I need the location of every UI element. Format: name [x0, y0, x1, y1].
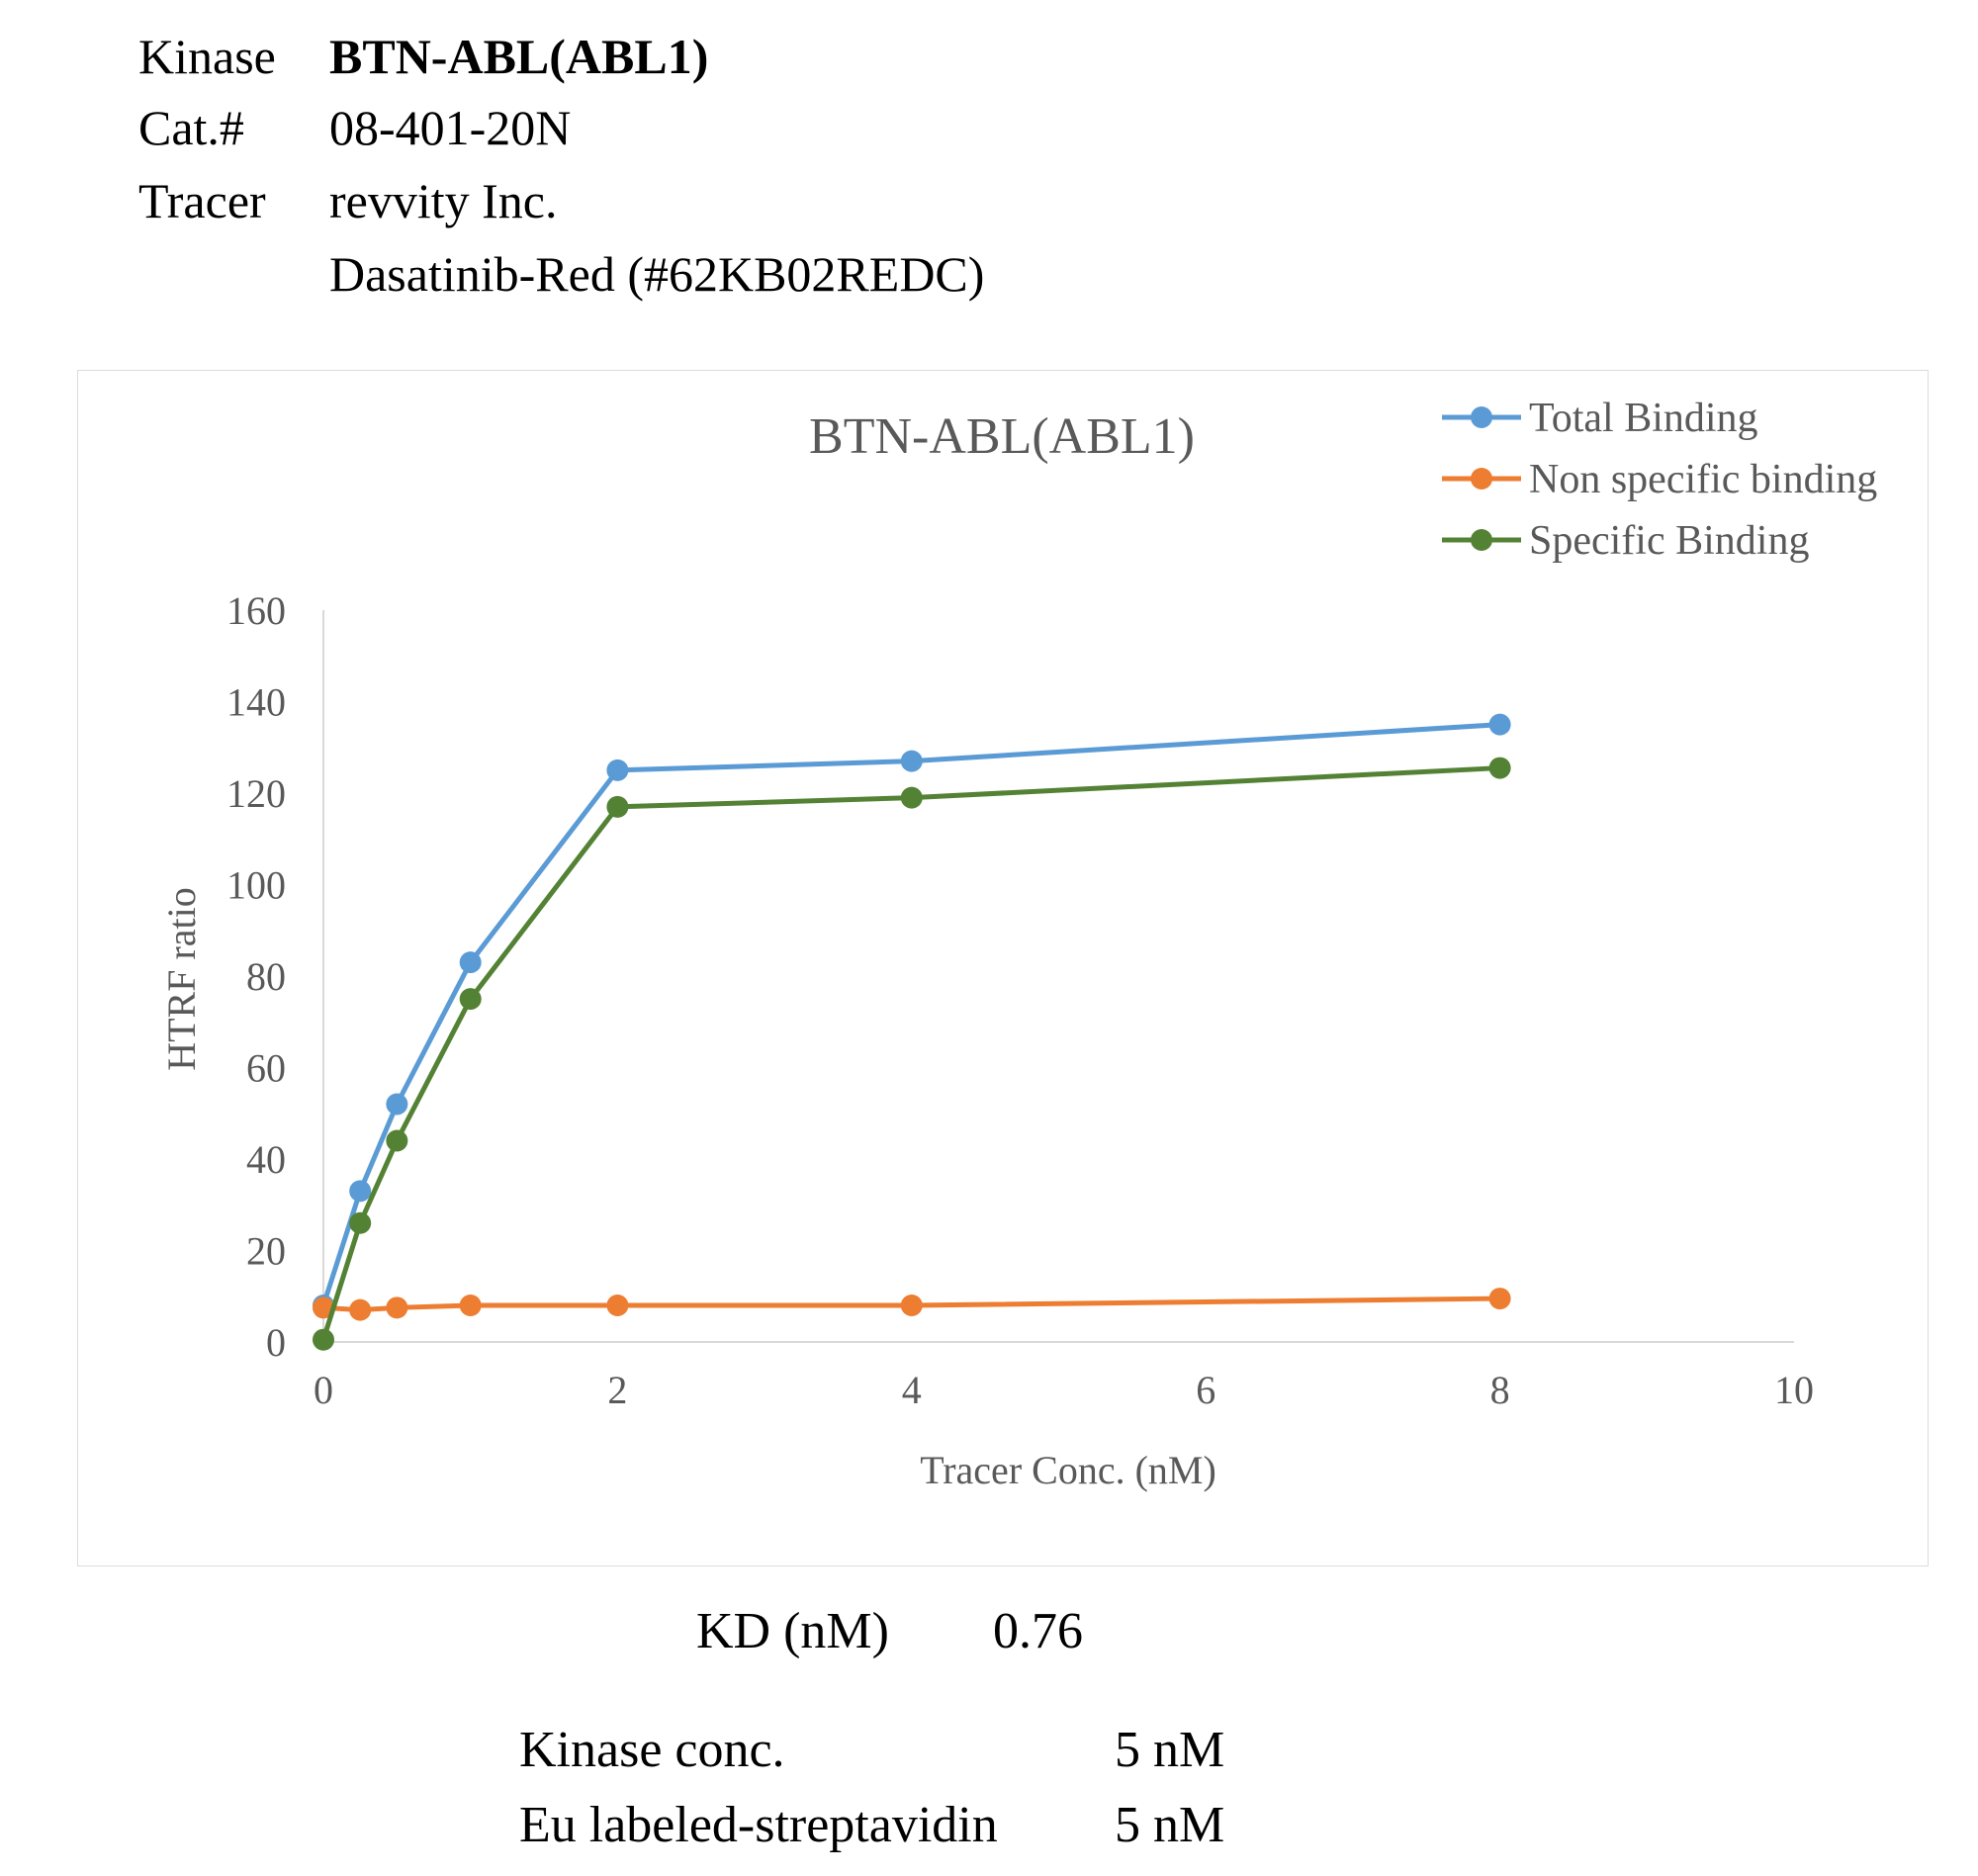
y-tick-label: 80	[246, 954, 286, 999]
x-axis-label: Tracer Conc. (nM)	[920, 1448, 1216, 1492]
series-line	[323, 725, 1500, 1305]
data-point	[901, 787, 923, 809]
data-point	[313, 1329, 334, 1351]
tracer-label: Tracer	[138, 173, 266, 228]
y-tick-label: 120	[226, 771, 286, 816]
kd-label: KD (nM)	[696, 1603, 889, 1659]
data-point	[1489, 714, 1511, 736]
y-axis-label: HTRF ratio	[159, 887, 204, 1071]
legend-item-0	[1442, 396, 1758, 441]
cat-label: Cat.#	[138, 100, 244, 155]
data-point	[606, 796, 628, 818]
legend-swatch-marker	[1471, 529, 1492, 551]
legend-label: Total Binding	[1529, 396, 1758, 441]
kinase-conc-label: Kinase conc.	[519, 1722, 785, 1778]
eu-label: Eu labeled-streptavidin	[519, 1797, 998, 1853]
data-point	[1489, 758, 1511, 779]
x-tick-label: 8	[1489, 1368, 1510, 1412]
tracer-value-2: Dasatinib-Red (#62KB02REDC)	[329, 246, 985, 302]
data-point	[349, 1299, 371, 1321]
data-point	[386, 1130, 407, 1152]
x-tick-label: 10	[1774, 1368, 1814, 1412]
eu-value: 5 nM	[1115, 1797, 1225, 1853]
data-point	[901, 1295, 923, 1316]
data-point	[606, 1295, 628, 1316]
data-point	[901, 751, 923, 772]
kinase-conc-value: 5 nM	[1115, 1722, 1225, 1778]
legend-swatch-marker	[1471, 406, 1492, 428]
tracer-value-1: revvity Inc.	[329, 173, 558, 228]
kinase-value: BTN-ABL(ABL1)	[329, 29, 709, 84]
legend-item-1	[1442, 457, 1877, 502]
y-tick-label: 140	[226, 679, 286, 725]
data-point	[460, 1295, 482, 1316]
x-tick-label: 4	[901, 1368, 922, 1412]
x-tick-label: 2	[607, 1368, 628, 1412]
legend-swatch-marker	[1471, 468, 1492, 490]
y-tick-label: 160	[226, 588, 286, 633]
y-tick-label: 0	[266, 1320, 286, 1365]
kinase-label: Kinase	[138, 29, 276, 84]
data-point	[349, 1212, 371, 1234]
data-point	[1489, 1288, 1511, 1309]
y-tick-label: 100	[226, 862, 286, 908]
y-tick-label: 40	[246, 1137, 286, 1182]
data-point	[460, 951, 482, 973]
cat-value: 08-401-20N	[329, 100, 572, 155]
legend-label: Non specific binding	[1529, 457, 1878, 502]
y-tick-label: 20	[246, 1228, 286, 1274]
y-tick-label: 60	[246, 1045, 286, 1091]
data-point	[386, 1296, 407, 1318]
chart-title: BTN-ABL(ABL1)	[809, 408, 1195, 465]
x-tick-label: 0	[314, 1368, 333, 1412]
data-point	[606, 759, 628, 781]
legend-label: Specific Binding	[1529, 518, 1810, 564]
series-2	[313, 758, 1511, 1351]
legend-item-2	[1442, 518, 1809, 564]
data-point	[460, 988, 482, 1010]
series-line	[323, 768, 1500, 1340]
kd-value: 0.76	[993, 1603, 1083, 1659]
data-point	[386, 1094, 407, 1116]
data-point	[349, 1180, 371, 1202]
x-tick-label: 6	[1196, 1368, 1216, 1412]
series-1	[313, 1288, 1511, 1321]
